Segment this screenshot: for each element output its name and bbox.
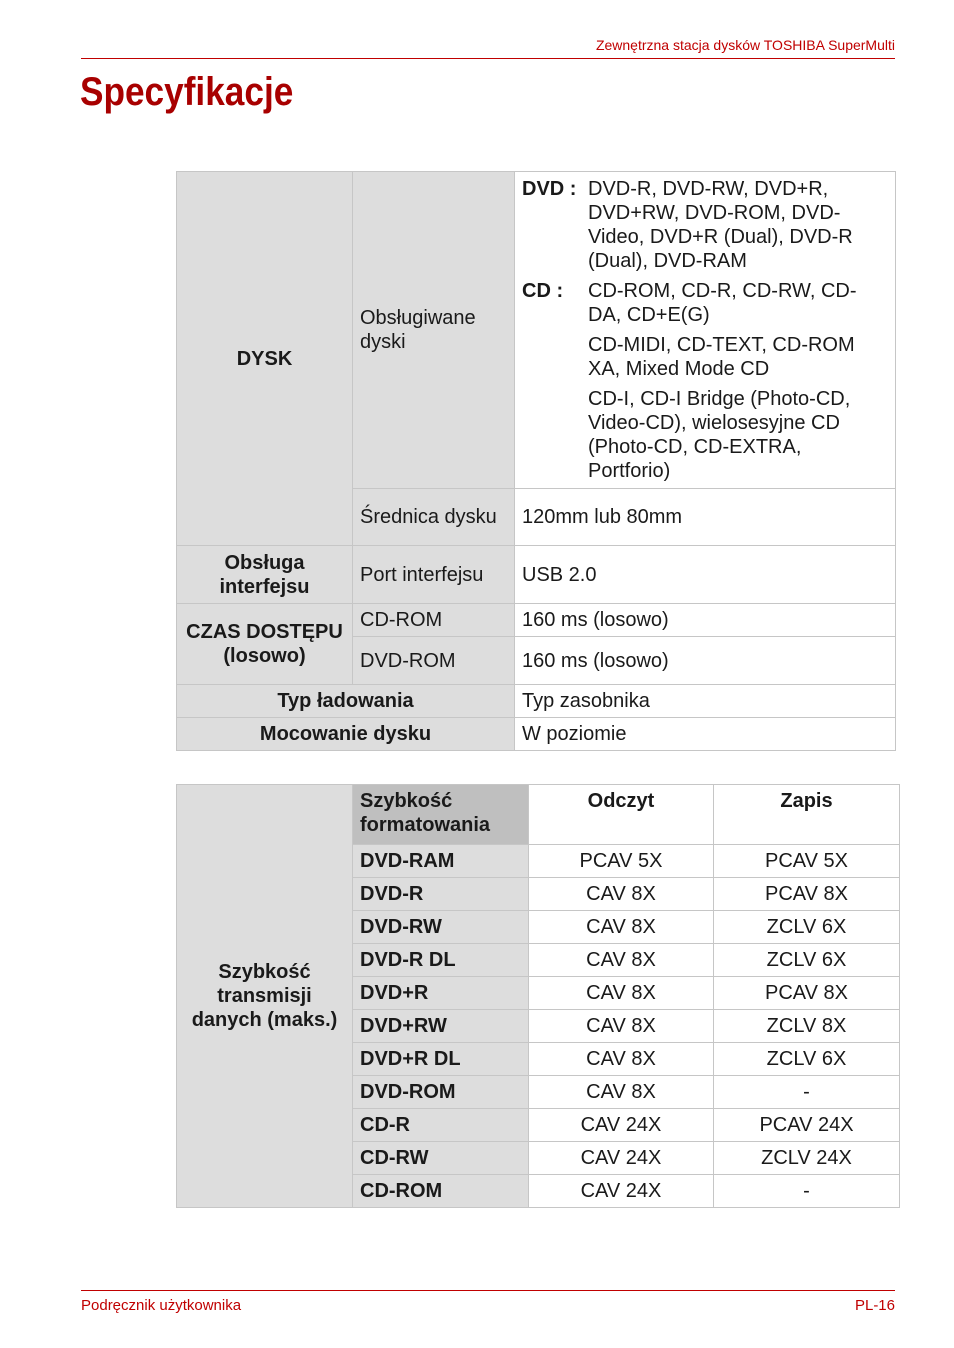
read-speed-cell: CAV 8X	[529, 1043, 714, 1076]
format-cell: DVD+R DL	[353, 1043, 529, 1076]
read-speed-cell: CAV 8X	[529, 878, 714, 911]
mounting-label: Mocowanie dysku	[177, 718, 515, 751]
read-speed-cell: CAV 8X	[529, 944, 714, 977]
read-speed-cell: CAV 8X	[529, 1010, 714, 1043]
format-cell: CD-RW	[353, 1142, 529, 1175]
format-cell: CD-ROM	[353, 1175, 529, 1208]
write-speed-cell: -	[714, 1175, 900, 1208]
supported-discs-label: Obsługiwane dyski	[353, 172, 515, 489]
transfer-rate-label: Szybkość transmisji danych (maks.)	[177, 785, 353, 1208]
page-number: PL-16	[854, 1297, 895, 1314]
write-speed-cell: ZCLV 6X	[714, 944, 900, 977]
write-speed-cell: PCAV 8X	[714, 977, 900, 1010]
disc-diameter-label: Średnica dysku	[353, 489, 515, 546]
write-column-header: Zapis	[714, 785, 900, 845]
read-column-header: Odczyt	[529, 785, 714, 845]
footer-divider	[81, 1290, 895, 1291]
running-header: Zewnętrzna stacja dysków TOSHIBA SuperMulti	[595, 37, 895, 53]
read-speed-cell: CAV 8X	[529, 911, 714, 944]
transfer-rate-table	[176, 784, 900, 1208]
access-dvd-rom-value: 160 ms (losowo)	[515, 637, 896, 685]
format-cell: DVD-RAM	[353, 845, 529, 878]
write-speed-cell: ZCLV 6X	[714, 1043, 900, 1076]
cd-formats-1: CD-ROM, CD-R, CD-RW, CD-DA, CD+E(G)	[588, 280, 857, 326]
format-cell: CD-R	[353, 1109, 529, 1142]
interface-port-label: Port interfejsu	[353, 546, 515, 604]
format-cell: DVD+RW	[353, 1010, 529, 1043]
interface-label: Obsługa interfejsu	[177, 546, 353, 604]
format-cell: DVD-R	[353, 878, 529, 911]
write-speed-cell: PCAV 24X	[714, 1109, 900, 1142]
read-speed-cell: CAV 24X	[529, 1109, 714, 1142]
write-speed-cell: -	[714, 1076, 900, 1109]
disc-diameter-value: 120mm lub 80mm	[515, 489, 896, 546]
format-cell: DVD-ROM	[353, 1076, 529, 1109]
access-cd-rom-label: CD-ROM	[353, 604, 515, 637]
page-title: Specyfikacje	[80, 70, 294, 114]
write-speed-cell: PCAV 5X	[714, 845, 900, 878]
loading-type-label: Typ ładowania	[177, 685, 515, 718]
format-cell: DVD-RW	[353, 911, 529, 944]
loading-type-value: Typ zasobnika	[515, 685, 896, 718]
read-speed-cell: CAV 24X	[529, 1175, 714, 1208]
dvd-formats: DVD-R, DVD-RW, DVD+R, DVD+RW, DVD-ROM, DVD-Video, DVD+R (Dual), DVD-R (Dual), DVD-RAM	[588, 178, 853, 272]
write-speed-cell: ZCLV 6X	[714, 911, 900, 944]
format-column-header: Szybkość formatowania	[353, 785, 529, 845]
write-speed-cell: ZCLV 8X	[714, 1010, 900, 1043]
access-time-label: CZAS DOSTĘPU (losowo)	[177, 604, 353, 685]
read-speed-cell: CAV 24X	[529, 1142, 714, 1175]
cd-formats-3: CD-I, CD-I Bridge (Photo-CD, Video-CD), wielosesyjne CD (Photo-CD, CD-EXTRA, Portforio)	[588, 388, 851, 482]
format-cell: DVD-R DL	[353, 944, 529, 977]
write-speed-cell: ZCLV 24X	[714, 1142, 900, 1175]
write-speed-cell: PCAV 8X	[714, 878, 900, 911]
access-cd-rom-value: 160 ms (losowo)	[515, 604, 896, 637]
read-speed-cell: CAV 8X	[529, 977, 714, 1010]
header-divider	[81, 58, 895, 59]
disk-label: DYSK	[177, 172, 353, 546]
interface-port-value: USB 2.0	[515, 546, 896, 604]
cd-key: CD :	[522, 280, 564, 302]
format-cell: DVD+R	[353, 977, 529, 1010]
supported-discs-value	[515, 172, 896, 489]
cd-formats-2: CD-MIDI, CD-TEXT, CD-ROM XA, Mixed Mode CD	[588, 334, 855, 380]
specifications-table	[176, 171, 896, 751]
read-speed-cell: PCAV 5X	[529, 845, 714, 878]
dvd-key: DVD :	[522, 178, 577, 200]
footer-manual-name: Podręcznik użytkownika	[81, 1297, 242, 1314]
access-dvd-rom-label: DVD-ROM	[353, 637, 515, 685]
read-speed-cell: CAV 8X	[529, 1076, 714, 1109]
mounting-value: W poziomie	[515, 718, 896, 751]
